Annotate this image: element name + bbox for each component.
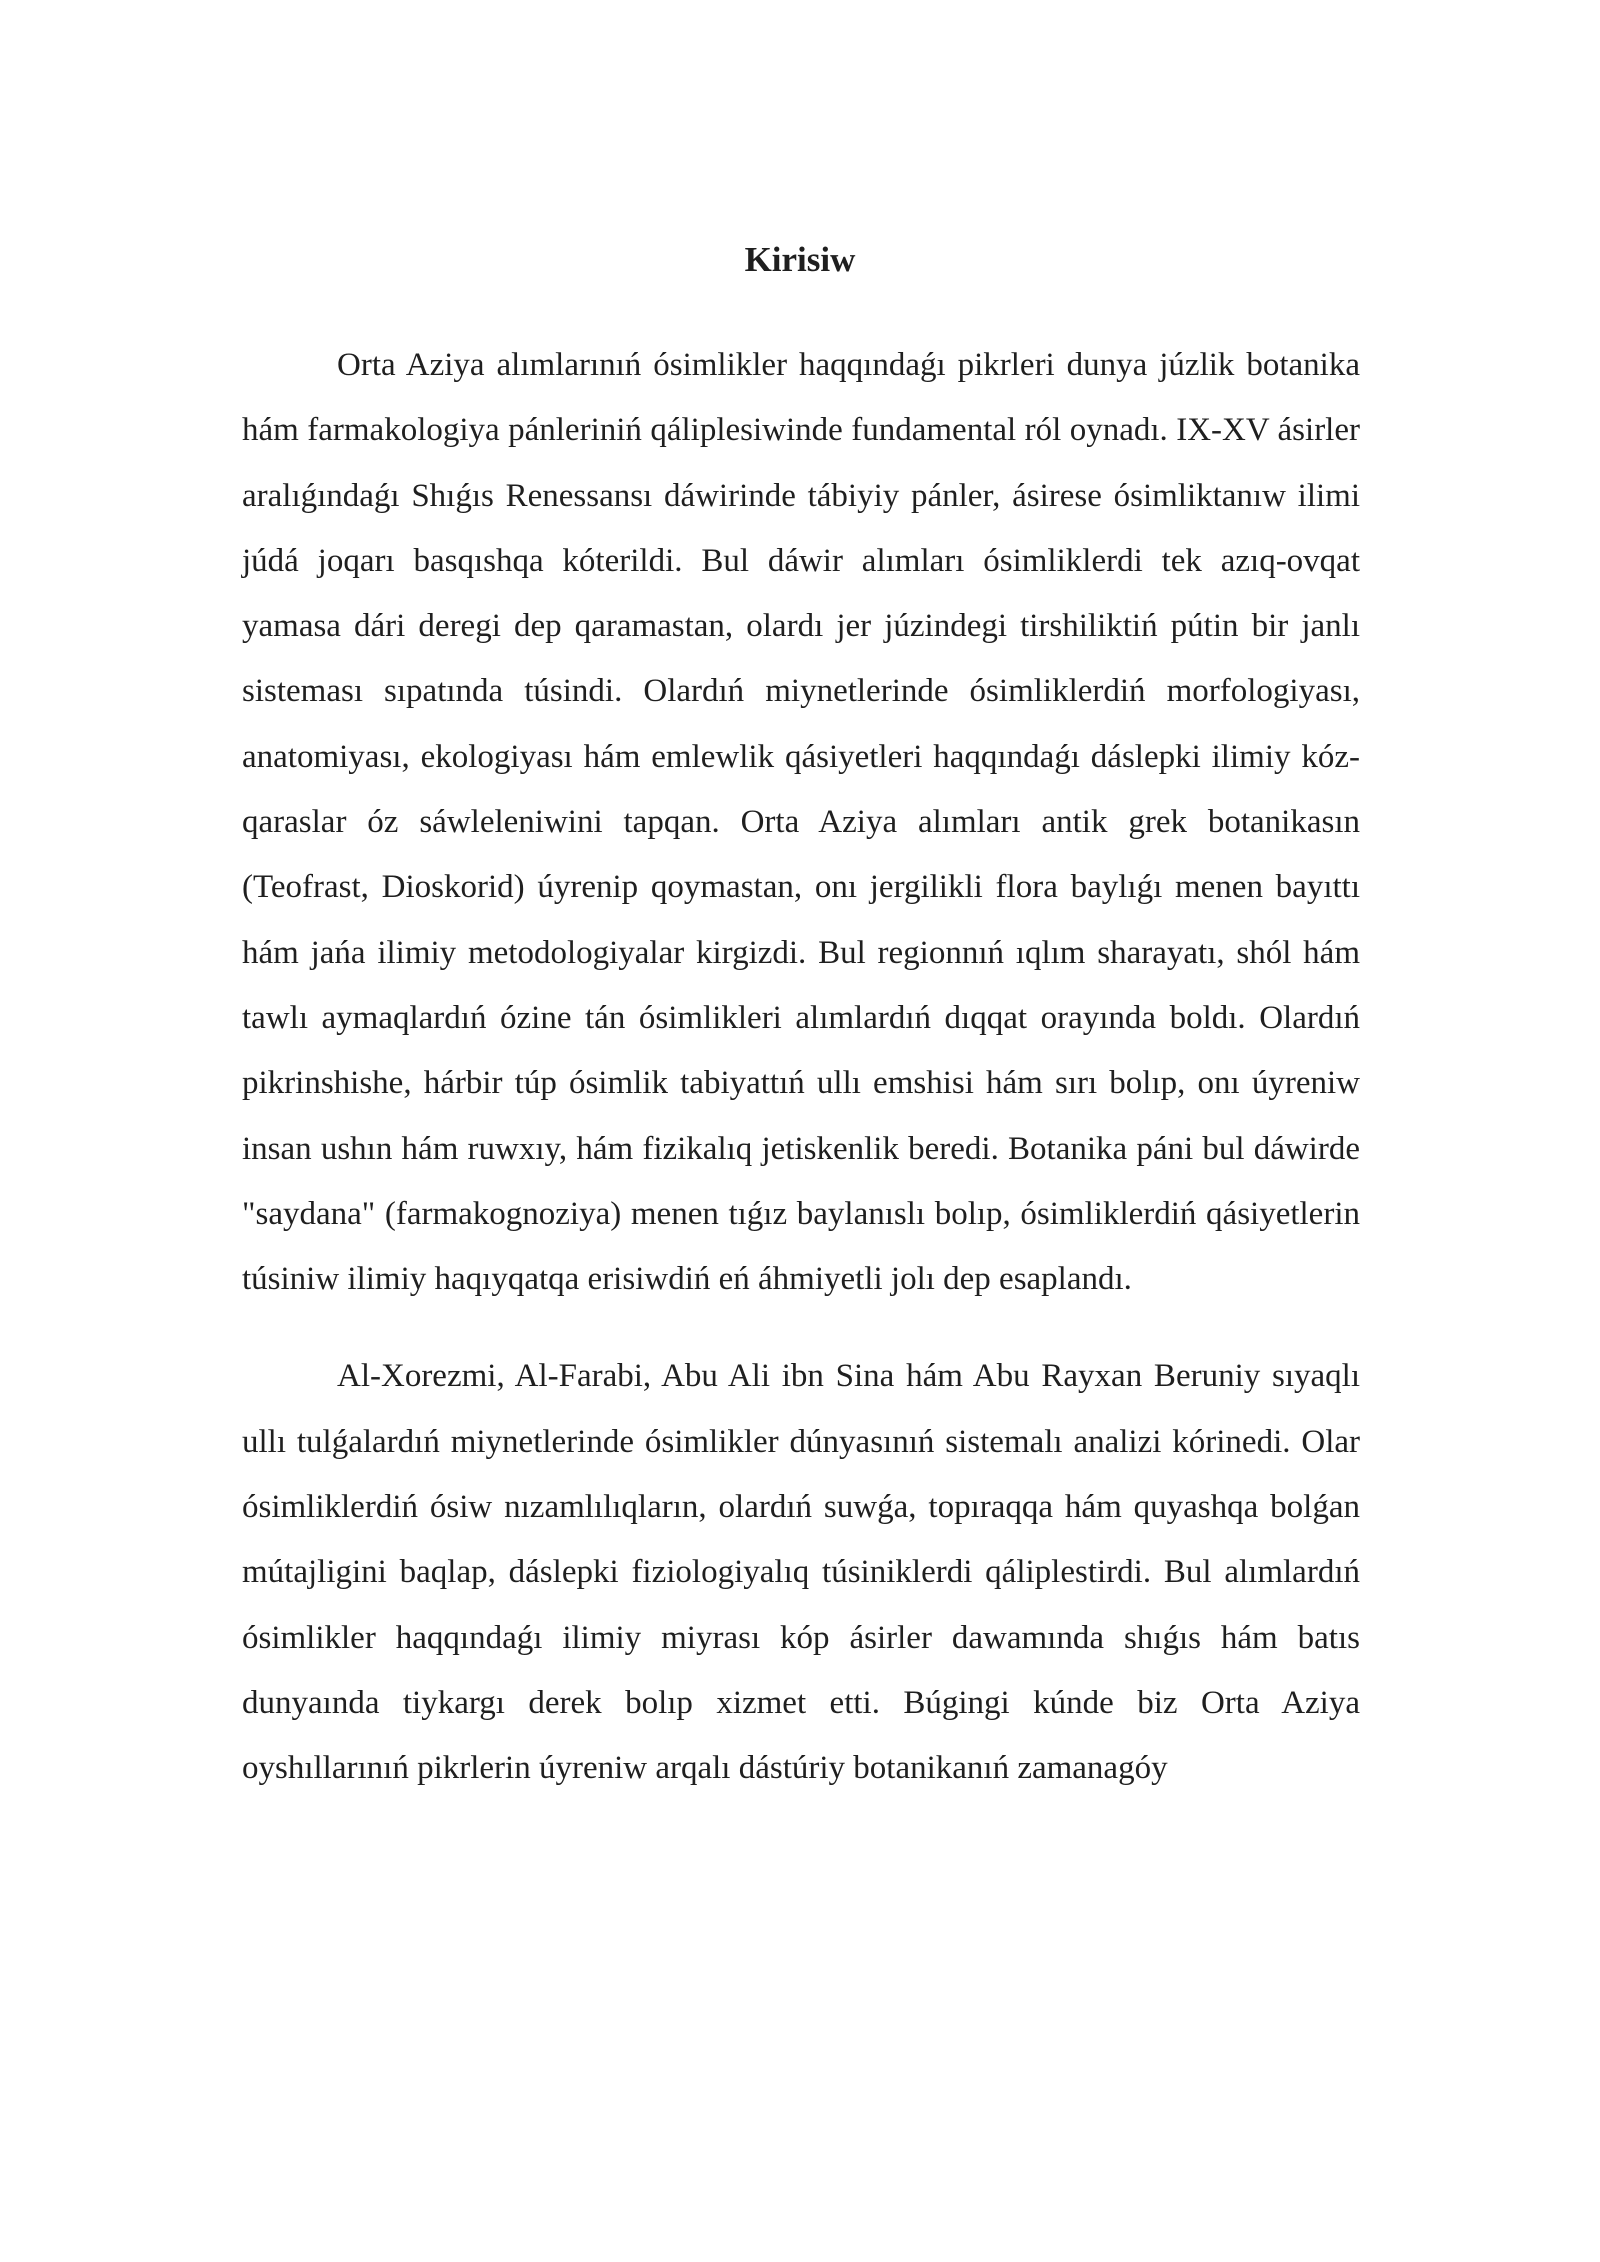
paragraph-1: Orta Aziya alımlarınıń ósimlikler haqqındaǵı pikrleri dunya júzlik botanika hám farmakologiya pánleriniń qáliplesiwinde fundamental ról oynadı. IX-XV ásirler aralıǵındaǵı Shıǵıs Renessansı dáwirinde tábiyiy pánler, ásirese ósimliktanıw ilimi júdá joqarı basqıshqa kóterildi. Bul dáwir alımları ósimliklerdi tek azıq-ovqat yamasa dári deregi dep qaramastan, olardı jer júzindegi tirshiliktiń pútin bir janlı sisteması sıpatında túsindi. Olardıń miynetlerinde ósimliklerdiń morfologiyası, anatomiyası, ekologiyası hám emlewlik qásiyetleri haqqındaǵı dáslepki ilimiy kóz-qaraslar óz sáwleleniwini tapqan. Orta Aziya alımları antik grek botanikasın (Teofrast, Dioskorid) úyrenip qoymastan, onı jergilikli flora baylıǵı menen bayıttı hám jańa ilimiy metodologiyalar kirgizdi. Bul regionnıń ıqlım sharayatı, shól hám tawlı aymaqlardıń ózine tán ósimlikleri alımlardıń dıqqat orayında boldı. Olardıń pikrinshishe, hárbir túp ósimlik tabiyattıń ullı emshisi hám sırı bolıp, onı úyreniw insan ushın hám ruwxıy, hám fizikalıq jetiskenlik beredi. Botanika páni bul dáwirde "saydana" (farmakognoziya) menen tıǵız baylanıslı bolıp, ósimliklerdiń qásiyetlerin túsiniw ilimiy haqıyqatqa erisiwdiń eń áhmiyetli jolı dep esaplandı. xyxy=(242,347,1360,1298)
paragraph-2: Al-Xorezmi, Al-Farabi, Abu Ali ibn Sina hám Abu Rayxan Beruniy sıyaqlı ullı tulǵalardıń miynetlerinde ósimlikler dúnyasınıń sistemalı analizi kórinedi. Olar ósimliklerdiń ósiw nızamlılıqların, olardıń suwǵa, topıraqqa hám quyashqa bolǵan mútajligini baqlap, dáslepki fiziologiyalıq túsiniklerdi qáliplestirdi. Bul alımlardıń ósimlikler haqqındaǵı ilimiy miyrası kóp ásirler dawamında shıǵıs hám batıs dunyaında tiykargı derek bolıp xizmet etti. Búgingi kúnde biz Orta Aziya oyshıllarınıń pikrlerin úyreniw arqalı dástúriy botanikanıń zamanagóy xyxy=(242,1358,1360,1787)
page-title: Kirisiw xyxy=(744,240,856,279)
document-body xyxy=(242,333,1360,1802)
